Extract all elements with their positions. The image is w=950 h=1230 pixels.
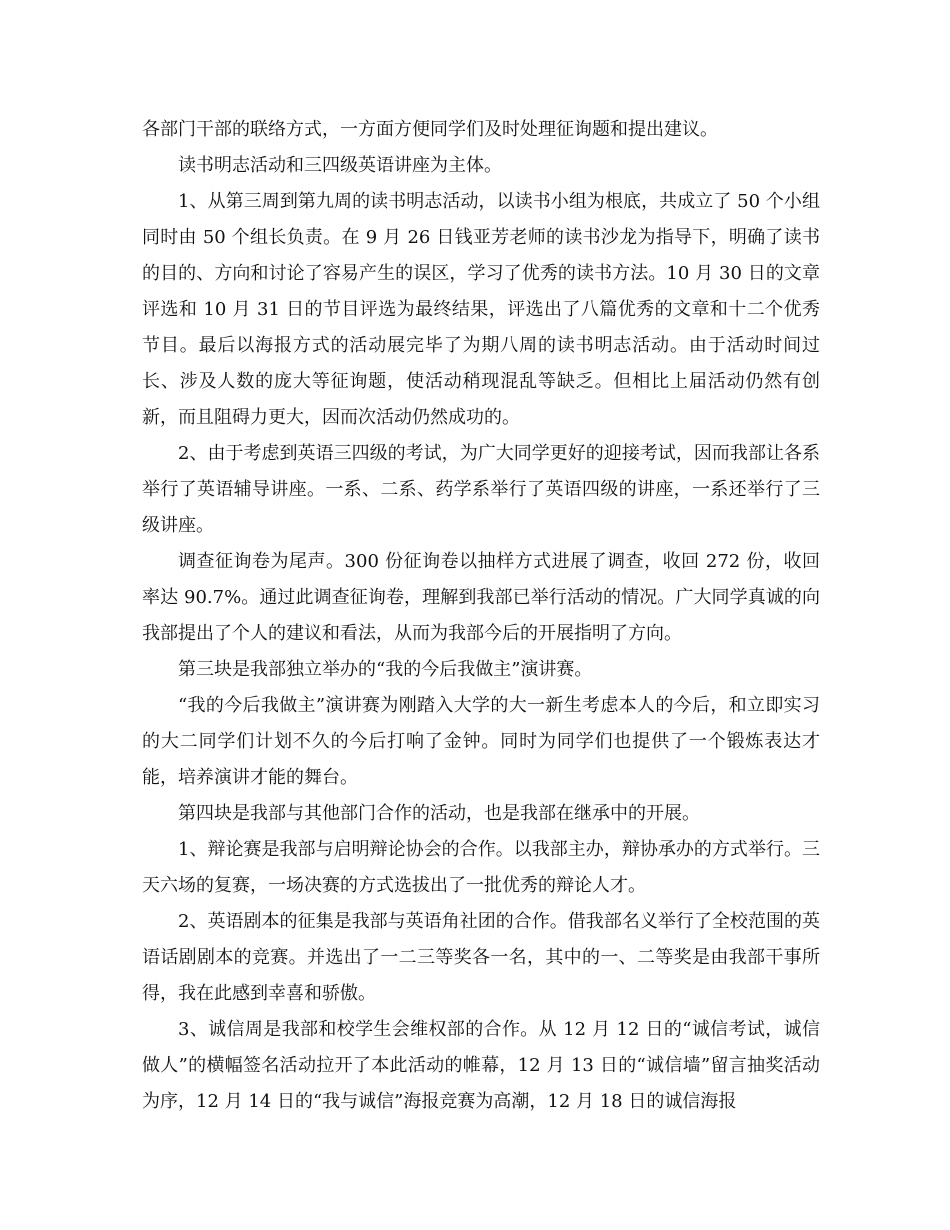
paragraph-english-lecture: 2、由于考虑到英语三四级的考试，为广大同学更好的迎接考试，因而我部让各系举行了英语辅导讲座。一系、二系、药学系举行了英语四级的讲座，一系还举行了三级讲座。 [142, 443, 820, 536]
paragraph-reading-activity: 1、从第三周到第九周的读书明志活动，以读书小组为根底，共成立了 50 个小组同时由 50 个组长负责。在 9 月 26 日钱亚芳老师的读书沙龙为指导下，明确了读书的目的、方向和讨论了容易产生的误区，学习了优秀的读书方法。10 月 30 日的文章评选和 10 月 31 日的节目评选为最终结果，评选出了八篇优秀的文章和十二个优秀节目。最后以海报方式的活动展完毕了为期八周的读书明志活动。由于活动时间过长、涉及人数的庞大等征询题，使活动稍现混乱等缺乏。但相比上届活动仍然有创新，而且阻碍力更大，因而次活动仍然成功的。 [142, 191, 820, 428]
paragraph-speech-contest-title: 第三块是我部独立举办的“我的今后我做主”演讲赛。 [178, 659, 593, 680]
paragraph-reading-lecture-main: 读书明志活动和三四级英语讲座为主体。 [178, 155, 502, 176]
paragraph-english-script: 2、英语剧本的征集是我部与英语角社团的合作。借我部名义举行了全校范围的英语话剧剧本的竞赛。并选出了一二三等奖各一名，其中的一、二等奖是由我部干事所得，我在此感到幸喜和骄傲。 [142, 911, 820, 1004]
paragraph-debate: 1、辩论赛是我部与启明辩论协会的合作。以我部主办，辩协承办的方式举行。三天六场的复赛，一场决赛的方式选拔出了一批优秀的辩论人才。 [142, 839, 820, 896]
document-body [142, 112, 820, 1120]
paragraph-contact-info: 各部门干部的联络方式，一方面方便同学们及时处理征询题和提出建议。 [142, 119, 718, 140]
paragraph-speech-contest: “我的今后我做主”演讲赛为刚踏入大学的大一新生考虑本人的今后，和立即实习的大二同学们计划不久的今后打响了金钟。同时为同学们也提供了一个锻炼表达才能，培养演讲才能的舞台。 [142, 695, 820, 788]
paragraph-survey: 调查征询卷为尾声。300 份征询卷以抽样方式进展了调查，收回 272 份，收回率达 90.7%。通过此调查征询卷，理解到我部已举行活动的情况。广大同学真诚的向我部提出了个人的建议和看法，从而为我部今后的开展指明了方向。 [142, 551, 820, 644]
paragraph-cooperation-title: 第四块是我部与其他部门合作的活动，也是我部在继承中的开展。 [178, 803, 700, 824]
paragraph-integrity-week: 3、诚信周是我部和校学生会维权部的合作。从 12 月 12 日的“诚信考试，诚信做人”的横幅签名活动拉开了本此活动的帷幕，12 月 13 日的“诚信墙”留言抽奖活动为序，12 月 14 日的“我与诚信”海报竞赛为高潮，12 月 18 日的诚信海报 [142, 1019, 820, 1112]
